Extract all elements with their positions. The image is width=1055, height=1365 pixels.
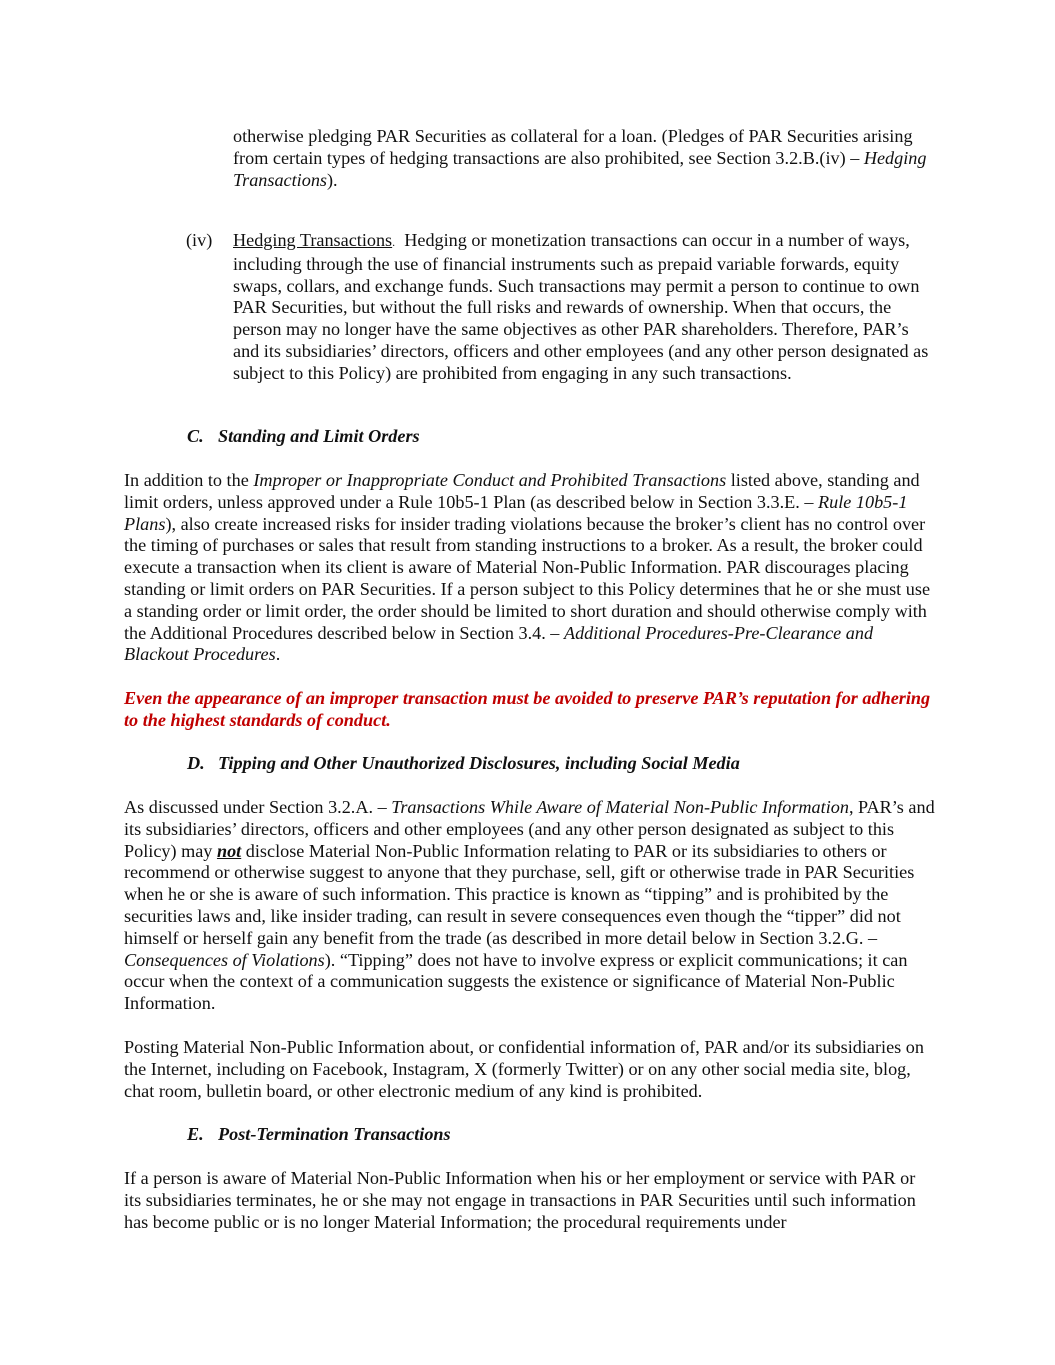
section-c-text-3: ), also create increased risks for insider trading violations because the broker’s client has no control over the timing of purchases or sales that result from standing instructions to a broker. As a result, the broker could execute a transaction when its client is aware of Material Non-Public Information. PAR discourages placing standing or limit orders on PAR Securities. If a person subject to this Policy determines that he or she must use a standing order or limit order, the order should be limited to short duration and should otherwise comply with the Additional Procedures described below in Section 3.4. –	[124, 513, 931, 643]
section-c-text-4: .	[275, 644, 281, 665]
continuation-italic-ref: Hedging Transactions	[233, 147, 927, 190]
section-d-title: Tipping and Other Unauthorized Disclosures, including Social Media	[218, 753, 740, 773]
warning-statement: Even the appearance of an improper transaction must be avoided to preserve PAR’s reputation for adhering to the highest standards of conduct.	[124, 688, 931, 730]
section-c-italic-1: Improper or Inappropriate Conduct and Prohibited Transactions	[253, 470, 727, 490]
section-d-emphasis-not: not	[216, 840, 242, 861]
section-e-letter: E.	[187, 1124, 204, 1144]
section-d-text-2: , PAR’s and its subsidiaries’ directors, officers and other employees (and any other person designated as subject to this Policy) may	[124, 797, 935, 861]
section-c-italic-2: Rule 10b5-1 Plans	[124, 491, 908, 534]
section-c-text-1: In addition to the	[124, 470, 254, 490]
section-d-heading	[187, 753, 947, 775]
section-d-paragraph-1	[124, 797, 936, 1015]
section-e-title: Post-Termination Transactions	[218, 1124, 451, 1144]
section-e-heading	[187, 1124, 947, 1146]
section-d-text-3: disclose Material Non-Public Information relating to PAR or its subsidiaries to others or recommend or otherwise suggest to anyone that they purchase, sell, gift or otherwise trade in PAR Securities when he or she is aware of such information. This practice is known as “tipping” and is prohibited by the securities laws and, like insider trading, can result in severe consequences even though the “tipper” did not himself or herself gain any benefit from the trade (as described in more detail below in Section 3.2.G. –	[124, 840, 915, 948]
section-c-paragraph	[124, 470, 936, 666]
continuation-text: otherwise pledging PAR Securities as collateral for a loan. (Pledges of PAR Securities arising from certain types of hedging transactions are also prohibited, see Section 3.2.B.(iv) –	[233, 126, 913, 168]
section-c-italic-3: Additional Procedures-Pre-Clearance and Blackout Procedures	[124, 622, 874, 665]
section-d-letter: D.	[187, 753, 205, 773]
section-d-italic-1: Transactions While Aware of Material Non-Public Information	[391, 797, 849, 817]
item-iv-body: Hedging or monetization transactions can occur in a number of ways, including through the use of financial instruments such as prepaid variable forwards, equity swaps, collars, and exchange funds. Such transactions may permit a person to continue to own PAR Securities, but without the full risks and rewards of ownership. When that occurs, the person may no longer have the same objectives as other PAR shareholders. Therefore, PAR’s and its subsidiaries’ directors, officers and other employees (and any other person designated as subject to this Policy) are prohibited from engaging in any such transactions.	[233, 230, 929, 383]
section-d-italic-2: Consequences of Violations	[124, 949, 325, 970]
item-iv-paragraph	[233, 230, 938, 385]
section-c-title: Standing and Limit Orders	[218, 426, 420, 446]
item-iv-title: Hedging Transactions	[233, 230, 393, 250]
item-iv-title-punct: .	[392, 235, 396, 249]
section-d-text-1: As discussed under Section 3.2.A. –	[124, 797, 392, 817]
continuation-text-end: ).	[327, 169, 338, 190]
section-c-heading	[187, 426, 947, 448]
section-e-paragraph: If a person is aware of Material Non-Public Information when his or her employment or service with PAR or its subsidiaries terminates, he or she may not engage in transactions in PAR Securities until such information has become public or is no longer Material Information; the procedural requirements under	[124, 1168, 916, 1232]
section-c-text-2: listed above, standing and limit orders, unless approved under a Rule 10b5-1 Plan (as described below in Section 3.3.E. –	[124, 470, 920, 512]
section-d-paragraph-2: Posting Material Non-Public Information about, or confidential information of, PAR and/or its subsidiaries on the Internet, including on Facebook, Instagram, X (formerly Twitter) or on any other social media site, blog, chat room, bulletin board, or other electronic medium of any kind is prohibited.	[124, 1037, 924, 1101]
item-iv-marker: (iv)	[186, 230, 213, 250]
section-d-text-4: ). “Tipping” does not have to involve express or explicit communications; it can occur when the context of a communication suggests the existence or significance of Material Non-Public Information.	[124, 949, 908, 1014]
section-c-letter: C.	[187, 426, 204, 446]
continuation-paragraph	[233, 126, 938, 191]
